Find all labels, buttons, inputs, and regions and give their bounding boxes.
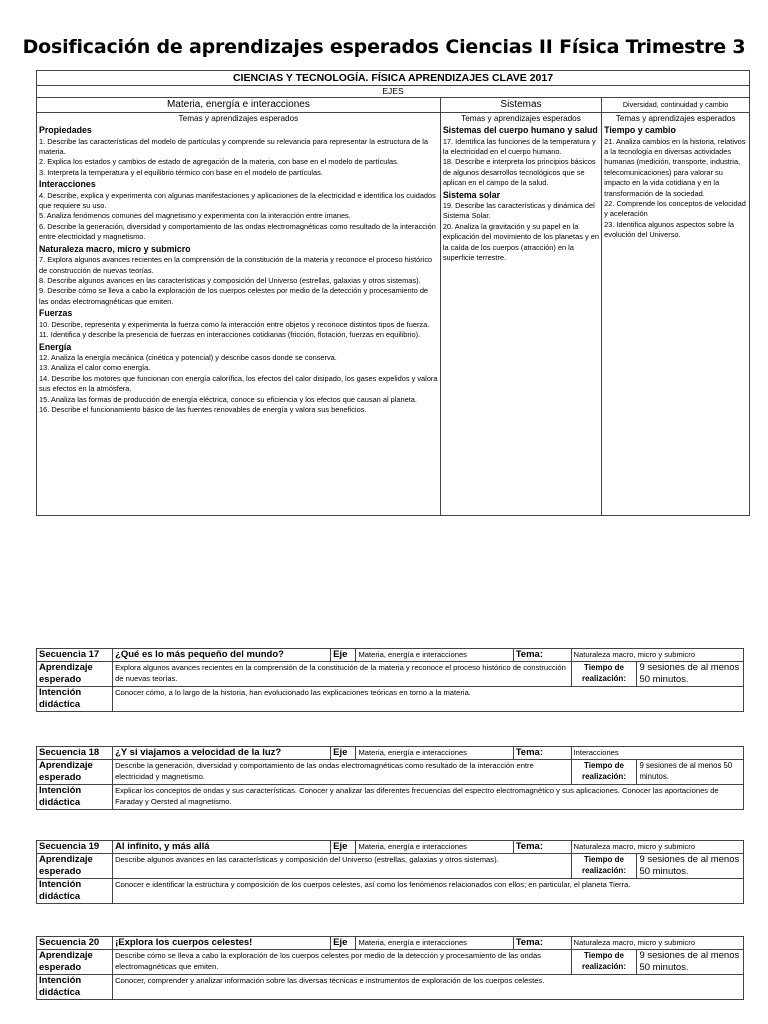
learning-item: 18. Describe e interpreta los principios básicos de algunos desarrollos tecnológicos que se aplican en el campo de la salud.	[442, 157, 596, 188]
learning-item: 4. Describe, explica y experimenta con algunas manifestaciones y aplicaciones de la electricidad e identifica los cuidados que requiere su uso.	[39, 190, 436, 211]
sequence-label: Secuencia 19	[37, 841, 113, 854]
table-header: CIENCIAS Y TECNOLOGÍA. FÍSICA APRENDIZAJES CLAVE 2017	[37, 71, 750, 86]
learning-item: 12. Analiza la energía mecánica (cinética y potencial) y describe casos donde se conserva.	[39, 353, 337, 362]
learning-item: 21. Analiza cambios en la historia, relativos a la tecnología en diversas actividades humanas (medición, transporte, industria, telecomunicaciones) para valorar su impacto en la vida cotidiana y en la transformación de la sociedad.	[604, 136, 746, 198]
section-heading: Propiedades	[39, 125, 92, 135]
column-diversidad	[602, 113, 750, 516]
tema-value: Interacciones	[571, 747, 743, 760]
tema-label: Tema:	[513, 841, 571, 854]
eje-label: Eje	[331, 937, 356, 950]
intencion-label: Intención didáctica	[37, 785, 113, 810]
intencion-value: Conocer e identificar la estructura y composición de los cuerpos celestes, así como los fenómenos relacionados con ellos; en particular, el planeta Tierra.	[113, 879, 744, 904]
axis-diversidad: Diversidad, continuidad y cambio	[602, 98, 750, 113]
intencion-value: Explicar los conceptos de ondas y sus características. Conocer y analizar las diferentes frecuencias del espectro electromagnético y sus aplicaciones. Conocer las aportaciones de Faraday y Oersted al magnetismo.	[113, 785, 744, 810]
tema-label: Tema:	[513, 937, 571, 950]
temas-header: Temas y aprendizajes esperados	[178, 114, 299, 123]
learning-item: 10. Describe, representa y experimenta la fuerza como la interacción entre objetos y reconoce distintos tipos de fuerza.	[39, 319, 430, 329]
aprendizaje-value: Describe cómo se lleva a cabo la exploración de los cuerpos celestes por medio de la detección y procesamiento de las ondas electromagnéticas que emiten.	[113, 950, 571, 975]
eje-value: Materia, energía e interacciones	[356, 747, 513, 760]
column-sistemas	[440, 113, 601, 516]
sequence-label: Secuencia 17	[37, 649, 113, 662]
learning-item: 17. Identifica las funciones de la temperatura y la electricidad en el cuerpo humano.	[442, 136, 596, 156]
tema-value: Naturaleza macro, micro y submicro	[571, 841, 743, 854]
section-heading: Interacciones	[39, 179, 96, 190]
sequence-title: ¡Explora los cuerpos celestes!	[113, 937, 331, 950]
eje-label: Eje	[331, 841, 356, 854]
tiempo-label: Tiempo de realización:	[571, 854, 637, 879]
learning-item: 3. Interpreta la temperatura y el equilibrio térmico con base en el modelo de partículas.	[39, 167, 323, 177]
sequence-title: ¿Qué es lo más pequeño del mundo?	[113, 649, 331, 662]
key-learning-table	[36, 70, 750, 516]
learning-item: 20. Analiza la gravitación y su papel en la explicación del movimiento de los planetas y en la caída de los cuerpos (atracción) en la superficie terrestre.	[442, 221, 599, 263]
learning-item: 9. Describe cómo se lleva a cabo la exploración de los cuerpos celestes por medio de la detección y procesamiento de las ondas electromagnéticas que emiten.	[39, 286, 429, 306]
section-heading: Sistema solar	[442, 189, 501, 200]
document-title: Dosificación de aprendizajes esperados Ciencias II Física Trimestre 3	[22, 36, 746, 58]
axis-materia: Materia, energía e interacciones	[37, 98, 441, 113]
sequence-table	[36, 840, 744, 904]
sesiones-value: 9 sesiones de al menos 50 minutos.	[637, 950, 744, 975]
section-heading: Energía	[39, 341, 72, 352]
learning-item: 15. Analiza las formas de producción de energía eléctrica, conoce su eficiencia y los efectos que causan al planeta.	[39, 394, 417, 404]
tiempo-label: Tiempo de realización:	[571, 950, 637, 975]
sequence-table	[36, 648, 744, 712]
sequence-title: Al infinito, y más allá	[113, 841, 331, 854]
tema-label: Tema:	[513, 649, 571, 662]
section-heading: Sistemas del cuerpo humano y salud	[442, 125, 598, 135]
section-heading: Naturaleza macro, micro y submicro	[39, 243, 191, 254]
tema-label: Tema:	[513, 747, 571, 760]
temas-header: Temas y aprendizajes esperados	[461, 114, 581, 123]
col1-content	[39, 125, 438, 415]
eje-value: Materia, energía e interacciones	[356, 841, 513, 854]
learning-item: 16. Describe el funcionamiento básico de las fuentes renovables de energía y valora sus beneficios.	[39, 405, 367, 415]
learning-item: 5. Analiza fenómenos comunes del magnetismo y experimenta con la interacción entre imanes.	[39, 211, 351, 221]
intencion-value: Conocer cómo, a lo largo de la historia, han evolucionado las explicaciones teóricas en torno a la materia.	[113, 687, 744, 712]
aprendizaje-label: Aprendizaje esperado	[37, 760, 113, 785]
intencion-label: Intención didáctica	[37, 879, 113, 904]
eje-label: Eje	[331, 649, 356, 662]
tiempo-label: Tiempo de realización:	[571, 760, 637, 785]
eje-label: Eje	[331, 747, 356, 760]
aprendizaje-label: Aprendizaje esperado	[37, 854, 113, 879]
learning-item: 7. Explora algunos avances recientes en la comprensión de la constitución de la materia y reconoce el proceso histórico de construcción de nuevas teorías.	[39, 255, 433, 275]
intencion-label: Intención didáctica	[37, 687, 113, 712]
learning-item: 2. Explica los estados y cambios de estado de agregación de la materia, con base en el modelo de partículas.	[39, 157, 399, 167]
temas-header: Temas y aprendizajes esperados	[615, 114, 736, 123]
aprendizaje-label: Aprendizaje esperado	[37, 662, 113, 687]
section-heading: Fuerzas	[39, 308, 73, 319]
learning-item: 8. Describe algunos avances en las características y composición del Universo (estrellas, galaxias y otros sistemas).	[39, 275, 421, 285]
tiempo-label: Tiempo de realización:	[571, 662, 637, 687]
sequence-label: Secuencia 18	[37, 747, 113, 760]
learning-item: 19. Describe las características y dinámica del Sistema Solar.	[442, 201, 595, 221]
sequence-table	[36, 746, 744, 810]
axis-sistemas: Sistemas	[440, 98, 601, 113]
learning-item: 6. Describe la generación, diversidad y comportamiento de las ondas electromagnéticas como resultado de la interacción entre electricidad y magnetismo.	[39, 221, 436, 242]
eje-value: Materia, energía e interacciones	[356, 937, 513, 950]
section-heading: Tiempo y cambio	[604, 125, 676, 135]
sequence-title: ¿Y si viajamos a velocidad de la luz?	[113, 747, 331, 760]
learning-item: 13. Analiza el calor como energía.	[39, 363, 151, 373]
aprendizaje-value: Explora algunos avances recientes en la comprensión de la constitución de la materia y reconoce el proceso histórico de construcción de nuevas teorías.	[113, 662, 571, 687]
sequence-label: Secuencia 20	[37, 937, 113, 950]
eje-value: Materia, energía e interacciones	[356, 649, 513, 662]
tema-value: Naturaleza macro, micro y submicro	[571, 937, 743, 950]
tema-value: Naturaleza macro, micro y submicro	[571, 649, 743, 662]
intencion-label: Intención didáctica	[37, 975, 113, 1000]
learning-item: 11. Identifica y describe la presencia de fuerzas en interacciones cotidianas (fricción, flotación, fuerzas en equilibrio).	[39, 330, 421, 340]
learning-item: 1. Describe las características del modelo de partículas y comprende su relevancia para representar la estructura de la materia.	[39, 136, 429, 156]
aprendizaje-label: Aprendizaje esperado	[37, 950, 113, 975]
learning-item: 23. Identifica algunos aspectos sobre la evolución del Universo.	[604, 219, 734, 240]
col3-content	[604, 125, 747, 241]
aprendizaje-value: Describe la generación, diversidad y comportamiento de las ondas electromagnéticas como resultado de la interacción entre electricidad y magnetismo.	[113, 760, 571, 785]
aprendizaje-value: Describe algunos avances en las características y composición del Universo (estrellas, galaxias y otros sistemas).	[113, 854, 571, 879]
ejes-header: EJES	[37, 86, 750, 98]
learning-item: 22. Comprende los conceptos de velocidad y aceleración	[604, 198, 746, 219]
column-materia	[37, 113, 441, 516]
learning-item: 14. Describe los motores que funcionan con energía calorífica, los efectos del calor disipado, los gases expelidos y valora sus efectos en la atmósfera.	[39, 373, 438, 394]
sesiones-value: 9 sesiones de al menos 50 minutos.	[637, 760, 744, 785]
sequence-table	[36, 936, 744, 1000]
intencion-value: Conocer, comprender y analizar información sobre las diversas técnicas e instrumentos de exploración de los cuerpos celestes.	[113, 975, 744, 1000]
sesiones-value: 9 sesiones de al menos 50 minutos.	[637, 854, 744, 879]
sesiones-value: 9 sesiones de al menos 50 minutos.	[637, 662, 744, 687]
col2-content	[443, 125, 599, 263]
